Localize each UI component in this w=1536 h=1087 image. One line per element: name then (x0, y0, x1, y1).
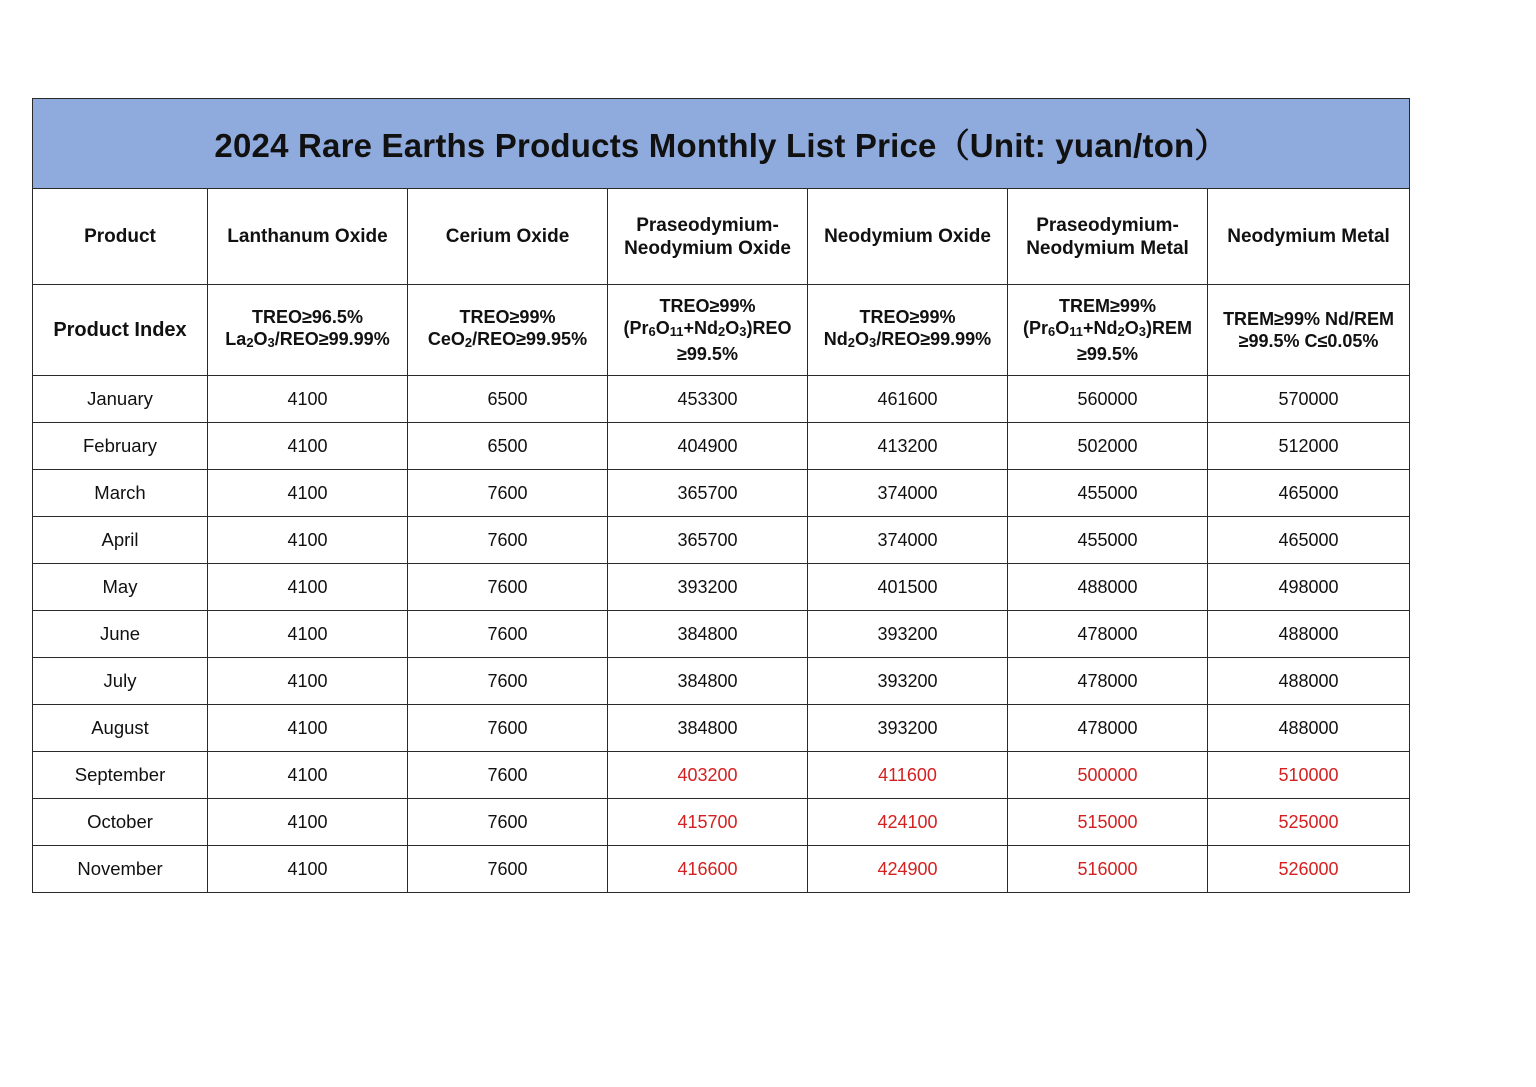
price-cell: 365700 (608, 517, 808, 564)
price-sheet (32, 98, 1410, 893)
price-cell: 455000 (1008, 470, 1208, 517)
month-cell: November (33, 846, 208, 893)
month-cell: July (33, 658, 208, 705)
price-table (32, 98, 1410, 893)
table-row (33, 846, 1410, 893)
spec-text: (Pr (1023, 318, 1049, 339)
month-cell: October (33, 799, 208, 846)
spec-text: TREO≥96.5% (252, 307, 363, 328)
product-name-line: Praseodymium- (1036, 214, 1179, 236)
spec-subscript: 2 (1117, 323, 1125, 339)
spec-text: O (253, 329, 268, 350)
product-index-cell (808, 285, 1008, 376)
spec-text: CeO (427, 329, 465, 350)
price-cell: 393200 (808, 705, 1008, 752)
spec-text: /REO≥99.99% (274, 329, 390, 350)
price-cell: 424900 (808, 846, 1008, 893)
spec-text: O (655, 318, 670, 339)
month-cell: September (33, 752, 208, 799)
spec-subscript: 2 (847, 334, 856, 350)
price-cell: 4100 (208, 423, 408, 470)
spec-subscript: 3 (739, 323, 747, 339)
month-cell: March (33, 470, 208, 517)
price-cell: 478000 (1008, 705, 1208, 752)
table-title: 2024 Rare Earths Products Monthly List Price（Unit: yuan/ton） (33, 99, 1410, 189)
price-cell: 4100 (208, 611, 408, 658)
price-cell: 4100 (208, 564, 408, 611)
price-cell: 488000 (1208, 705, 1410, 752)
table-row (33, 376, 1410, 423)
month-cell: May (33, 564, 208, 611)
spec-text: ≥99.5% C≤0.05% (1238, 331, 1379, 351)
product-index-cell (1008, 285, 1208, 376)
product-label-cell: Product (33, 189, 208, 285)
spec-text: O (855, 329, 870, 350)
price-cell: 365700 (608, 470, 808, 517)
price-cell: 384800 (608, 611, 808, 658)
price-cell: 461600 (808, 376, 1008, 423)
price-cell: 7600 (408, 470, 608, 517)
title-row (33, 99, 1410, 189)
product-index-label-cell: Product Index (33, 285, 208, 376)
price-cell: 560000 (1008, 376, 1208, 423)
table-row (33, 517, 1410, 564)
product-header-cell (408, 189, 608, 285)
spec-subscript: 11 (1069, 323, 1083, 339)
spec-text: Nd (823, 329, 848, 350)
spec-subscript: 3 (1138, 323, 1146, 339)
spec-text: ≥99.5% (677, 343, 738, 364)
price-cell: 502000 (1008, 423, 1208, 470)
price-cell: 4100 (208, 799, 408, 846)
price-cell: 525000 (1208, 799, 1410, 846)
spec-text: /REO≥99.95% (472, 329, 588, 350)
price-cell: 4100 (208, 470, 408, 517)
price-cell: 393200 (808, 658, 1008, 705)
price-cell: 488000 (1208, 658, 1410, 705)
price-cell: 384800 (608, 705, 808, 752)
month-cell: January (33, 376, 208, 423)
price-cell: 403200 (608, 752, 808, 799)
price-cell: 7600 (408, 611, 608, 658)
product-name-line: Praseodymium- (636, 214, 779, 236)
spec-subscript: 3 (267, 334, 275, 350)
product-index-cell (408, 285, 608, 376)
table-row (33, 423, 1410, 470)
price-cell: 498000 (1208, 564, 1410, 611)
price-cell: 4100 (208, 376, 408, 423)
price-cell: 393200 (608, 564, 808, 611)
product-index-cell (208, 285, 408, 376)
price-cell: 401500 (808, 564, 1008, 611)
spec-subscript: 6 (648, 323, 656, 339)
spec-subscript: 3 (869, 334, 877, 350)
product-name-line: Neodymium Oxide (824, 226, 991, 247)
product-header-cell (808, 189, 1008, 285)
spec-text: TREM≥99% (1059, 296, 1156, 317)
spec-text: +Nd (1082, 318, 1118, 339)
price-cell: 465000 (1208, 470, 1410, 517)
price-cell: 374000 (808, 517, 1008, 564)
spec-subscript: 2 (246, 334, 254, 350)
spec-subscript: 11 (669, 323, 684, 339)
table-row (33, 611, 1410, 658)
product-index-cell (608, 285, 808, 376)
price-cell: 570000 (1208, 376, 1410, 423)
table-row (33, 799, 1410, 846)
price-cell: 510000 (1208, 752, 1410, 799)
price-cell: 7600 (408, 752, 608, 799)
product-name-line: Lanthanum Oxide (227, 226, 388, 247)
price-cell: 411600 (808, 752, 1008, 799)
price-cell: 416600 (608, 846, 808, 893)
spec-text: La (225, 329, 247, 350)
price-cell: 415700 (608, 799, 808, 846)
product-header-cell (208, 189, 408, 285)
price-cell: 526000 (1208, 846, 1410, 893)
product-header-row (33, 189, 1410, 285)
price-cell: 393200 (808, 611, 1008, 658)
price-cell: 6500 (408, 376, 608, 423)
spec-subscript: 2 (718, 323, 726, 339)
product-name-line: Neodymium Metal (1227, 226, 1390, 247)
price-cell: 7600 (408, 846, 608, 893)
price-cell: 500000 (1008, 752, 1208, 799)
month-cell: August (33, 705, 208, 752)
spec-text: TREM≥99% Nd/REM (1223, 309, 1394, 329)
spec-text: O (1055, 318, 1070, 339)
price-cell: 478000 (1008, 611, 1208, 658)
product-name-line: Neodymium Oxide (624, 237, 791, 259)
table-row (33, 752, 1410, 799)
price-cell: 4100 (208, 752, 408, 799)
table-row (33, 470, 1410, 517)
spec-text: TREO≥99% (859, 307, 956, 328)
price-cell: 453300 (608, 376, 808, 423)
price-cell: 7600 (408, 799, 608, 846)
product-header-cell (1008, 189, 1208, 285)
price-cell: 488000 (1008, 564, 1208, 611)
price-cell: 4100 (208, 517, 408, 564)
price-cell: 424100 (808, 799, 1008, 846)
price-cell: 4100 (208, 705, 408, 752)
table-row (33, 564, 1410, 611)
price-cell: 6500 (408, 423, 608, 470)
spec-subscript: 2 (464, 334, 473, 350)
price-cell: 4100 (208, 846, 408, 893)
price-cell: 455000 (1008, 517, 1208, 564)
price-cell: 374000 (808, 470, 1008, 517)
product-name-line: Cerium Oxide (445, 226, 570, 247)
product-index-cell (1208, 285, 1410, 376)
price-cell: 384800 (608, 658, 808, 705)
price-cell: 4100 (208, 658, 408, 705)
spec-text: (Pr (623, 318, 649, 339)
spec-subscript: 6 (1048, 323, 1056, 339)
price-cell: 488000 (1208, 611, 1410, 658)
month-cell: June (33, 611, 208, 658)
price-cell: 7600 (408, 517, 608, 564)
price-cell: 478000 (1008, 658, 1208, 705)
spec-text: O (725, 318, 740, 339)
price-cell: 404900 (608, 423, 808, 470)
product-header-cell (1208, 189, 1410, 285)
spec-text: /REO≥99.99% (876, 329, 992, 350)
price-cell: 7600 (408, 705, 608, 752)
spec-text: O (1124, 318, 1139, 339)
price-cell: 512000 (1208, 423, 1410, 470)
product-index-row (33, 285, 1410, 376)
price-cell: 515000 (1008, 799, 1208, 846)
spec-text: +Nd (683, 318, 718, 339)
month-cell: February (33, 423, 208, 470)
month-cell: April (33, 517, 208, 564)
table-row (33, 705, 1410, 752)
table-row (33, 658, 1410, 705)
product-name-line: Neodymium Metal (1026, 237, 1189, 259)
price-cell: 7600 (408, 564, 608, 611)
spec-text: )REM (1145, 318, 1192, 339)
price-cell: 7600 (408, 658, 608, 705)
spec-text: )REO (746, 318, 792, 339)
spec-text: ≥99.5% (1077, 343, 1138, 364)
price-cell: 465000 (1208, 517, 1410, 564)
price-cell: 413200 (808, 423, 1008, 470)
price-cell: 516000 (1008, 846, 1208, 893)
product-header-cell (608, 189, 808, 285)
spec-text: TREO≥99% (459, 307, 556, 328)
spec-text: TREO≥99% (659, 296, 756, 317)
